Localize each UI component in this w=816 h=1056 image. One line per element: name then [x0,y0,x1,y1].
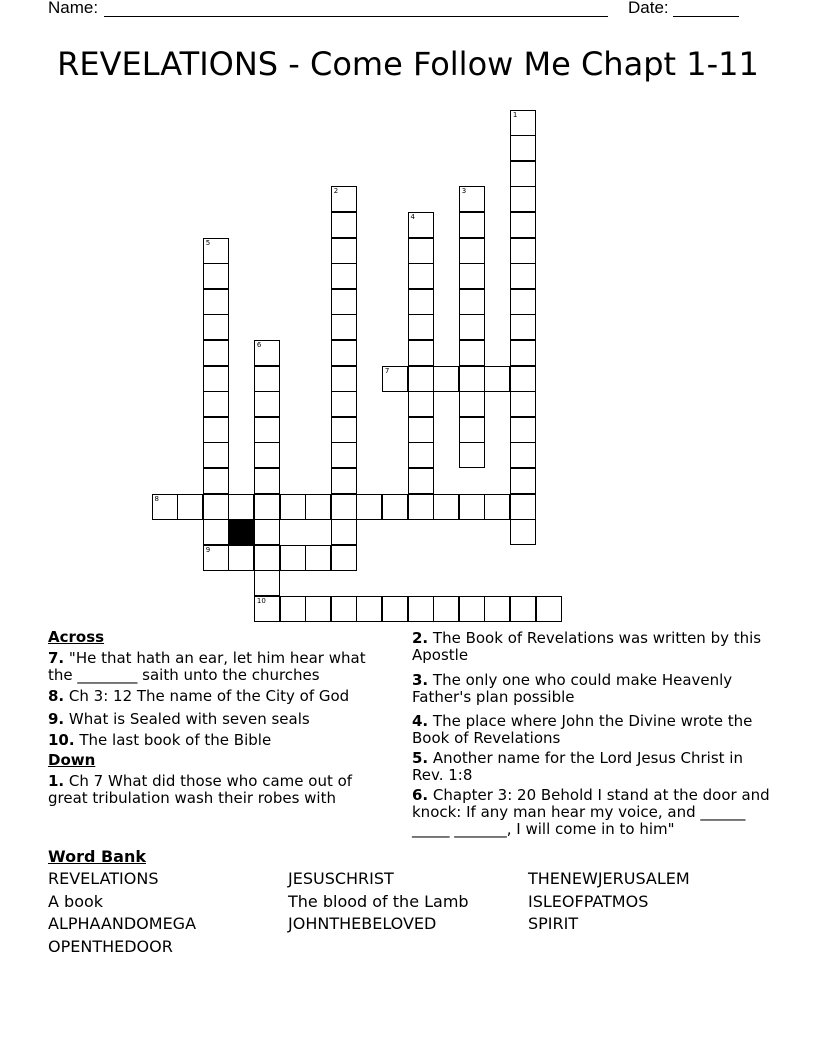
crossword-block-cell [228,519,254,545]
crossword-cell[interactable] [331,519,357,545]
crossword-cell[interactable] [510,314,536,340]
crossword-cell[interactable] [510,596,536,622]
crossword-cell[interactable] [408,442,434,468]
crossword-cell[interactable] [228,545,254,571]
crossword-cell[interactable] [536,596,562,622]
crossword-cell[interactable] [510,110,536,136]
crossword-cell[interactable] [510,212,536,238]
crossword-cell[interactable] [510,263,536,289]
crossword-cell[interactable] [254,442,280,468]
crossword-cell[interactable] [459,186,485,212]
word-bank-item: JESUSCHRIST [288,869,394,888]
clue-text: Another name for the Lord Jesus Christ in Rev. 1:8 [412,749,743,784]
clue-number: 3. [412,671,429,689]
crossword-cell[interactable] [280,545,306,571]
crossword-cell[interactable] [152,494,178,520]
clue-down-5 [412,750,772,784]
crossword-cell[interactable] [459,417,485,443]
crossword-cell[interactable] [433,494,459,520]
crossword-cell[interactable] [408,238,434,264]
clue-across-7 [48,650,378,684]
crossword-cell[interactable] [510,366,536,392]
clue-number: 9. [48,710,65,728]
clue-number: 5. [412,749,429,767]
header [48,0,768,22]
crossword-cell[interactable] [459,340,485,366]
crossword-cell[interactable] [254,570,280,596]
crossword-cell[interactable] [203,494,229,520]
crossword-cell[interactable] [459,263,485,289]
word-bank-item: JOHNTHEBELOVED [288,914,437,933]
crossword-cell[interactable] [203,238,229,264]
clue-text: What is Sealed with seven seals [68,710,310,728]
page-title: REVELATIONS - Come Follow Me Chapt 1-11 [57,45,759,83]
crossword-cell[interactable] [331,417,357,443]
word-bank-item: REVELATIONS [48,869,159,888]
crossword-cell[interactable] [408,314,434,340]
word-bank-item: ISLEOFPATMOS [528,891,649,911]
crossword-cell[interactable] [280,494,306,520]
crossword-cell[interactable] [331,468,357,494]
crossword-cell[interactable] [510,289,536,315]
crossword-cell[interactable] [203,468,229,494]
word-bank-list [48,868,768,958]
crossword-cell[interactable] [510,417,536,443]
crossword-cell[interactable] [459,494,485,520]
word-bank-item: The blood of the Lamb [288,891,469,911]
clue-number-label: 3 [461,187,467,196]
crossword-cell[interactable] [408,596,434,622]
crossword-cell[interactable] [203,340,229,366]
crossword-cell[interactable] [331,340,357,366]
crossword-cell[interactable] [356,494,382,520]
crossword-cell[interactable] [254,468,280,494]
clue-number-label: 4 [410,212,415,221]
word-bank-item: SPIRIT [528,914,579,933]
crossword-cell[interactable] [254,519,280,545]
crossword-cell[interactable] [254,366,280,392]
crossword-cell[interactable] [331,314,357,340]
crossword-cell[interactable] [331,391,357,417]
crossword-cell[interactable] [331,212,357,238]
crossword-cell[interactable] [408,391,434,417]
crossword-cell[interactable] [510,186,536,212]
crossword-cell[interactable] [459,366,485,392]
crossword-cell[interactable] [331,238,357,264]
crossword-cell[interactable] [459,391,485,417]
crossword-cell[interactable] [203,519,229,545]
crossword-cell[interactable] [203,289,229,315]
clue-number: 4. [412,712,429,730]
crossword-cell[interactable] [331,494,357,520]
crossword-cell[interactable] [408,366,434,392]
crossword-cell[interactable] [459,238,485,264]
clue-number: 1. [48,772,65,790]
clue-text: Chapter 3: 20 Behold I stand at the door and knock: If any man hear my voice, and ______ _____ _______, I will come in to him" [412,786,770,838]
clue-number-label: 1 [512,110,518,119]
crossword-cell[interactable] [459,212,485,238]
crossword-cell[interactable] [459,442,485,468]
crossword-cell[interactable] [433,596,459,622]
crossword-cell[interactable] [459,596,485,622]
clue-text: The only one who could make Heavenly Father's plan possible [412,671,733,706]
crossword-cell[interactable] [433,366,459,392]
crossword-cell[interactable] [484,596,510,622]
clue-number-label: 9 [205,545,211,554]
crossword-cell[interactable] [203,442,229,468]
down-heading: Down [48,751,96,769]
clue-number: 7. [48,649,65,667]
clue-across-10 [48,732,378,749]
crossword-cell[interactable] [331,596,357,622]
clue-down-3 [412,672,772,706]
crossword-cell[interactable] [280,596,306,622]
crossword-cell[interactable] [510,161,536,187]
crossword-cell[interactable] [510,135,536,161]
crossword-cell[interactable] [510,494,536,520]
clue-text: The Book of Revelations was written by this Apostle [412,629,762,664]
across-heading: Across [48,628,105,646]
clue-number-label: 8 [154,494,159,503]
clue-number-label: 2 [333,187,339,196]
crossword-cell[interactable] [305,596,331,622]
crossword-cell[interactable] [203,263,229,289]
crossword-cell[interactable] [254,417,280,443]
crossword-cell[interactable] [510,391,536,417]
crossword-cell[interactable] [408,468,434,494]
date-label: Date: [628,0,669,17]
crossword-cell[interactable] [382,494,408,520]
crossword-cell[interactable] [382,596,408,622]
crossword-cell[interactable] [203,417,229,443]
crossword-cell[interactable] [331,545,357,571]
clue-number: 8. [48,687,65,705]
word-bank [48,846,768,958]
crossword-cell[interactable] [331,289,357,315]
clue-down-2 [412,630,772,664]
clue-across-9 [48,711,378,728]
word-bank-item: ALPHAANDOMEGA [48,914,197,933]
name-field[interactable] [104,16,608,17]
clue-text: Ch 7 What did those who came out of great tribulation wash their robes with [48,772,353,807]
crossword-cell[interactable] [484,494,510,520]
crossword-cell[interactable] [254,391,280,417]
clues-right-column [412,628,772,838]
clue-number: 6. [412,786,429,804]
crossword-cell[interactable] [254,494,280,520]
crossword-cell[interactable] [331,263,357,289]
crossword-cell[interactable] [331,366,357,392]
clue-number: 10. [48,731,75,749]
clue-text: "He that hath an ear, let him hear what the ________ saith unto the churches [48,649,366,684]
crossword-cell[interactable] [408,494,434,520]
clue-text: Ch 3: 12 The name of the City of God [68,687,350,705]
crossword-cell[interactable] [305,494,331,520]
crossword-cell[interactable] [382,366,408,392]
crossword-cell[interactable] [203,545,229,571]
crossword-cell[interactable] [203,391,229,417]
word-bank-item: THENEWJERUSALEM [528,869,690,888]
crossword-cell[interactable] [510,442,536,468]
crossword-cell[interactable] [459,314,485,340]
clues-left-column [48,628,378,807]
clue-number: 2. [412,629,429,647]
clue-down-1 [48,773,378,807]
crossword-cell[interactable] [356,596,382,622]
clue-down-4 [412,713,772,747]
crossword-cell[interactable] [228,494,254,520]
crossword-cell[interactable] [177,494,203,520]
clues-section [48,628,768,838]
clue-number-label: 6 [256,340,262,349]
clue-down-6 [412,787,772,838]
crossword-cell[interactable] [203,366,229,392]
crossword-cell[interactable] [408,263,434,289]
crossword-cell[interactable] [510,340,536,366]
crossword-cell[interactable] [484,366,510,392]
clue-number-label: 7 [384,366,390,375]
crossword-cell[interactable] [305,545,331,571]
clue-text: The last book of the Bible [79,731,272,749]
crossword-cell[interactable] [408,417,434,443]
crossword-cell[interactable] [203,314,229,340]
crossword-cell[interactable] [331,442,357,468]
date-field[interactable] [673,16,739,17]
word-bank-item: A book [48,891,104,911]
crossword-cell[interactable] [254,545,280,571]
clue-number-label: 5 [205,238,211,247]
crossword-cell[interactable] [510,238,536,264]
word-bank-item: OPENTHEDOOR [48,936,173,956]
crossword-cell[interactable] [459,289,485,315]
crossword-cell[interactable] [408,340,434,366]
clue-text: The place where John the Divine wrote the Book of Revelations [412,712,753,747]
crossword-cell[interactable] [331,186,357,212]
crossword-cell[interactable] [254,596,280,622]
crossword-cell[interactable] [408,289,434,315]
word-bank-title: Word Bank [48,847,147,866]
clue-across-8 [48,688,378,705]
crossword-cell[interactable] [510,519,536,545]
crossword-cell[interactable] [408,212,434,238]
crossword-cell[interactable] [510,468,536,494]
clue-number-label: 10 [256,596,266,605]
name-label: Name: [48,0,99,17]
crossword-cell[interactable] [254,340,280,366]
